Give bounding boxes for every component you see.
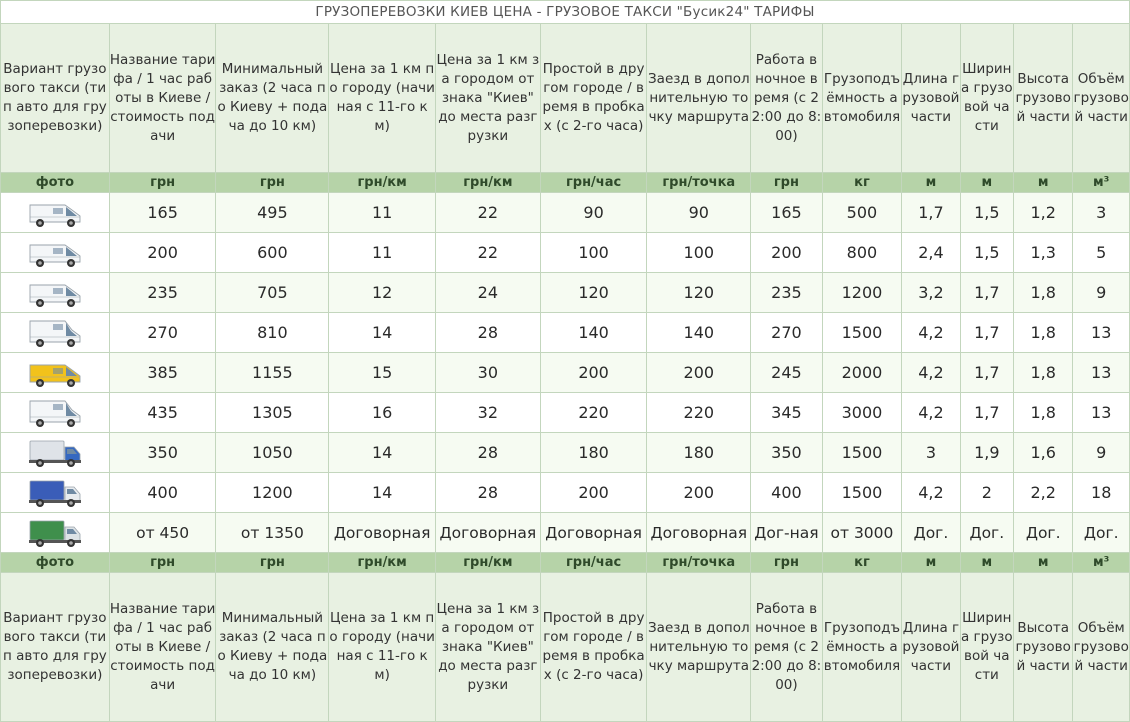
table-cell: 235 [109, 273, 216, 313]
table-cell: от 1350 [216, 513, 329, 553]
unit-label: грн/точка [647, 553, 751, 573]
table-cell: 140 [647, 313, 751, 353]
unit-label: грн/км [329, 173, 436, 193]
table-row [1, 513, 1130, 553]
table-cell: 1,7 [960, 313, 1013, 353]
large-truck-icon [27, 517, 83, 549]
table-cell: 1500 [822, 473, 902, 513]
table-cell: 400 [109, 473, 216, 513]
table-cell: 165 [751, 193, 823, 233]
table-cell: 345 [751, 393, 823, 433]
table-row [1, 233, 1130, 273]
unit-label: грн [751, 553, 823, 573]
column-header: Высота грузовой части [1013, 24, 1072, 173]
small-van-icon [27, 197, 83, 229]
table-cell: 1,5 [960, 233, 1013, 273]
table-cell: 28 [436, 473, 541, 513]
table-cell: 3 [902, 433, 960, 473]
table-cell: 270 [109, 313, 216, 353]
unit-label: м [960, 173, 1013, 193]
table-cell: 180 [647, 433, 751, 473]
table-cell: 4,2 [902, 473, 960, 513]
table-cell: 165 [109, 193, 216, 233]
table-cell: Договорная [436, 513, 541, 553]
column-header: Цена за 1 км по городу (начиная с 11-го км) [329, 573, 436, 722]
table-cell: 200 [647, 473, 751, 513]
vehicle-photo-cell [1, 473, 110, 513]
table-cell: Договорная [540, 513, 647, 553]
table-cell: 1050 [216, 433, 329, 473]
table-cell: 245 [751, 353, 823, 393]
table-cell: 1,8 [1013, 273, 1072, 313]
table-row [1, 273, 1130, 313]
table-cell: 2,4 [902, 233, 960, 273]
table-cell: 810 [216, 313, 329, 353]
table-row [1, 433, 1130, 473]
table-cell: 22 [436, 193, 541, 233]
table-cell: Дог. [902, 513, 960, 553]
column-header: Грузоподъёмность автомобиля [822, 573, 902, 722]
table-cell: 1,9 [960, 433, 1013, 473]
table-cell: 495 [216, 193, 329, 233]
header-row-bottom [1, 573, 1130, 722]
vehicle-photo-cell [1, 393, 110, 433]
table-cell: 1,7 [960, 273, 1013, 313]
table-cell: 200 [647, 353, 751, 393]
table-cell: 100 [540, 233, 647, 273]
table-cell: 1200 [822, 273, 902, 313]
table-cell: 1,5 [960, 193, 1013, 233]
header-row-top [1, 24, 1130, 173]
unit-label: кг [822, 173, 902, 193]
table-cell: 1500 [822, 313, 902, 353]
table-cell: 4,2 [902, 313, 960, 353]
table-cell: 13 [1073, 353, 1130, 393]
table-cell: Дог. [960, 513, 1013, 553]
column-header: Заезд в дополнительную точку маршрута [647, 573, 751, 722]
table-cell: 200 [109, 233, 216, 273]
column-header: Простой в другом городе / время в пробках (с 2-го часа) [540, 24, 647, 173]
table-cell: 2,2 [1013, 473, 1072, 513]
column-header: Ширина грузовой части [960, 24, 1013, 173]
unit-label: грн/час [540, 553, 647, 573]
table-cell: 13 [1073, 313, 1130, 353]
table-cell: 5 [1073, 233, 1130, 273]
table-cell: 1,3 [1013, 233, 1072, 273]
unit-label: м [902, 173, 960, 193]
unit-label: кг [822, 553, 902, 573]
table-cell: 100 [647, 233, 751, 273]
table-cell: 90 [647, 193, 751, 233]
table-cell: 1200 [216, 473, 329, 513]
tent-truck-icon [27, 477, 83, 509]
units-row-top [1, 173, 1130, 193]
column-header: Цена за 1 км за городом от знака "Киев" до места разгрузки [436, 24, 541, 173]
table-row [1, 393, 1130, 433]
unit-label: грн/км [329, 553, 436, 573]
table-cell: Дог. [1073, 513, 1130, 553]
unit-label: грн [216, 173, 329, 193]
column-header: Заезд в дополнительную точку маршрута [647, 24, 751, 173]
column-header: Название тарифа / 1 час работы в Киеве / стоимость подачи [109, 573, 216, 722]
title-row [1, 1, 1130, 24]
table-cell: 200 [751, 233, 823, 273]
unit-label: грн [751, 173, 823, 193]
table-row [1, 473, 1130, 513]
table-cell: 14 [329, 473, 436, 513]
table-cell: 500 [822, 193, 902, 233]
table-cell: 9 [1073, 273, 1130, 313]
vehicle-photo-cell [1, 273, 110, 313]
column-header: Длина грузовой части [902, 573, 960, 722]
high-roof-van-icon [27, 397, 83, 429]
unit-label: грн/км [436, 553, 541, 573]
table-cell: 385 [109, 353, 216, 393]
table-cell: 4,2 [902, 353, 960, 393]
table-cell: 400 [751, 473, 823, 513]
table-cell: 1500 [822, 433, 902, 473]
table-cell: Дог. [1013, 513, 1072, 553]
table-cell: 120 [647, 273, 751, 313]
unit-label: фото [1, 553, 110, 573]
column-header: Цена за 1 км за городом от знака "Киев" до места разгрузки [436, 573, 541, 722]
unit-label: м [1013, 553, 1072, 573]
column-header: Работа в ночное время (с 22:00 до 8:00) [751, 24, 823, 173]
table-cell: Договорная [647, 513, 751, 553]
vehicle-photo-cell [1, 193, 110, 233]
table-cell: 18 [1073, 473, 1130, 513]
table-cell: 9 [1073, 433, 1130, 473]
table-cell: 14 [329, 433, 436, 473]
column-header: Название тарифа / 1 час работы в Киеве / стоимость подачи [109, 24, 216, 173]
table-cell: 350 [751, 433, 823, 473]
table-cell: 235 [751, 273, 823, 313]
table-row [1, 313, 1130, 353]
column-header: Минимальный заказ (2 часа по Киеву + подача до 10 км) [216, 24, 329, 173]
unit-label: м [1013, 173, 1072, 193]
table-cell: 2000 [822, 353, 902, 393]
column-header: Грузоподъёмность автомобиля [822, 24, 902, 173]
table-cell: 3000 [822, 393, 902, 433]
table-cell: Дог-ная [751, 513, 823, 553]
table-cell: 11 [329, 193, 436, 233]
table-cell: 3 [1073, 193, 1130, 233]
table-row [1, 353, 1130, 393]
table-cell: 120 [540, 273, 647, 313]
unit-label: м³ [1073, 553, 1130, 573]
table-cell: 220 [540, 393, 647, 433]
table-cell: 32 [436, 393, 541, 433]
table-cell: 28 [436, 433, 541, 473]
unit-label: м³ [1073, 173, 1130, 193]
table-cell: 13 [1073, 393, 1130, 433]
vehicle-photo-cell [1, 233, 110, 273]
table-cell: 16 [329, 393, 436, 433]
table-cell: 1,2 [1013, 193, 1072, 233]
table-cell: 90 [540, 193, 647, 233]
unit-label: грн/час [540, 173, 647, 193]
table-cell: 200 [540, 353, 647, 393]
unit-label: м [960, 553, 1013, 573]
column-header: Длина грузовой части [902, 24, 960, 173]
table-cell: 1155 [216, 353, 329, 393]
table-cell: 4,2 [902, 393, 960, 433]
table-cell: 15 [329, 353, 436, 393]
table-cell: 800 [822, 233, 902, 273]
table-cell: Договорная [329, 513, 436, 553]
table-cell: 1,8 [1013, 393, 1072, 433]
table-cell: 705 [216, 273, 329, 313]
unit-label: грн [109, 553, 216, 573]
table-cell: 1,7 [960, 393, 1013, 433]
unit-label: м [902, 553, 960, 573]
column-header: Высота грузовой части [1013, 573, 1072, 722]
column-header: Минимальный заказ (2 часа по Киеву + подача до 10 км) [216, 573, 329, 722]
unit-label: грн/точка [647, 173, 751, 193]
table-cell: 140 [540, 313, 647, 353]
table-cell: 11 [329, 233, 436, 273]
table-cell: 435 [109, 393, 216, 433]
column-header: Объём грузовой части [1073, 24, 1130, 173]
column-header: Ширина грузовой части [960, 573, 1013, 722]
table-cell: 600 [216, 233, 329, 273]
table-cell: 14 [329, 313, 436, 353]
table-cell: 12 [329, 273, 436, 313]
unit-label: грн [109, 173, 216, 193]
column-header: Цена за 1 км по городу (начиная с 11-го км) [329, 24, 436, 173]
table-cell: 30 [436, 353, 541, 393]
long-van-icon [27, 317, 83, 349]
table-cell: 1,7 [902, 193, 960, 233]
yellow-van-icon [27, 357, 83, 389]
units-row-bottom [1, 553, 1130, 573]
table-cell: 1,6 [1013, 433, 1072, 473]
table-cell: 3,2 [902, 273, 960, 313]
table-cell: 24 [436, 273, 541, 313]
table-cell: 220 [647, 393, 751, 433]
column-header: Вариант грузового такси (тип авто для грузоперевозки) [1, 573, 110, 722]
vehicle-photo-cell [1, 353, 110, 393]
column-header: Вариант грузового такси (тип авто для грузоперевозки) [1, 24, 110, 173]
column-header: Объём грузовой части [1073, 573, 1130, 722]
compact-van-icon [27, 237, 83, 269]
table-cell: 1,8 [1013, 313, 1072, 353]
box-truck-icon [27, 437, 83, 469]
unit-label: фото [1, 173, 110, 193]
table-title: ГРУЗОПЕРЕВОЗКИ КИЕВ ЦЕНА - ГРУЗОВОЕ ТАКСИ "Бусик24" ТАРИФЫ [1, 1, 1130, 24]
table-cell: 200 [540, 473, 647, 513]
vehicle-photo-cell [1, 433, 110, 473]
unit-label: грн [216, 553, 329, 573]
table-cell: 350 [109, 433, 216, 473]
table-cell: 1,8 [1013, 353, 1072, 393]
vehicle-photo-cell [1, 313, 110, 353]
table-cell: 270 [751, 313, 823, 353]
table-cell: 180 [540, 433, 647, 473]
table-cell: от 3000 [822, 513, 902, 553]
table-cell: 1305 [216, 393, 329, 433]
vehicle-photo-cell [1, 513, 110, 553]
column-header: Простой в другом городе / время в пробках (с 2-го часа) [540, 573, 647, 722]
mid-van-icon [27, 277, 83, 309]
table-cell: 2 [960, 473, 1013, 513]
column-header: Работа в ночное время (с 22:00 до 8:00) [751, 573, 823, 722]
table-cell: от 450 [109, 513, 216, 553]
table-cell: 1,7 [960, 353, 1013, 393]
table-cell: 28 [436, 313, 541, 353]
unit-label: грн/км [436, 173, 541, 193]
table-row [1, 193, 1130, 233]
table-cell: 22 [436, 233, 541, 273]
